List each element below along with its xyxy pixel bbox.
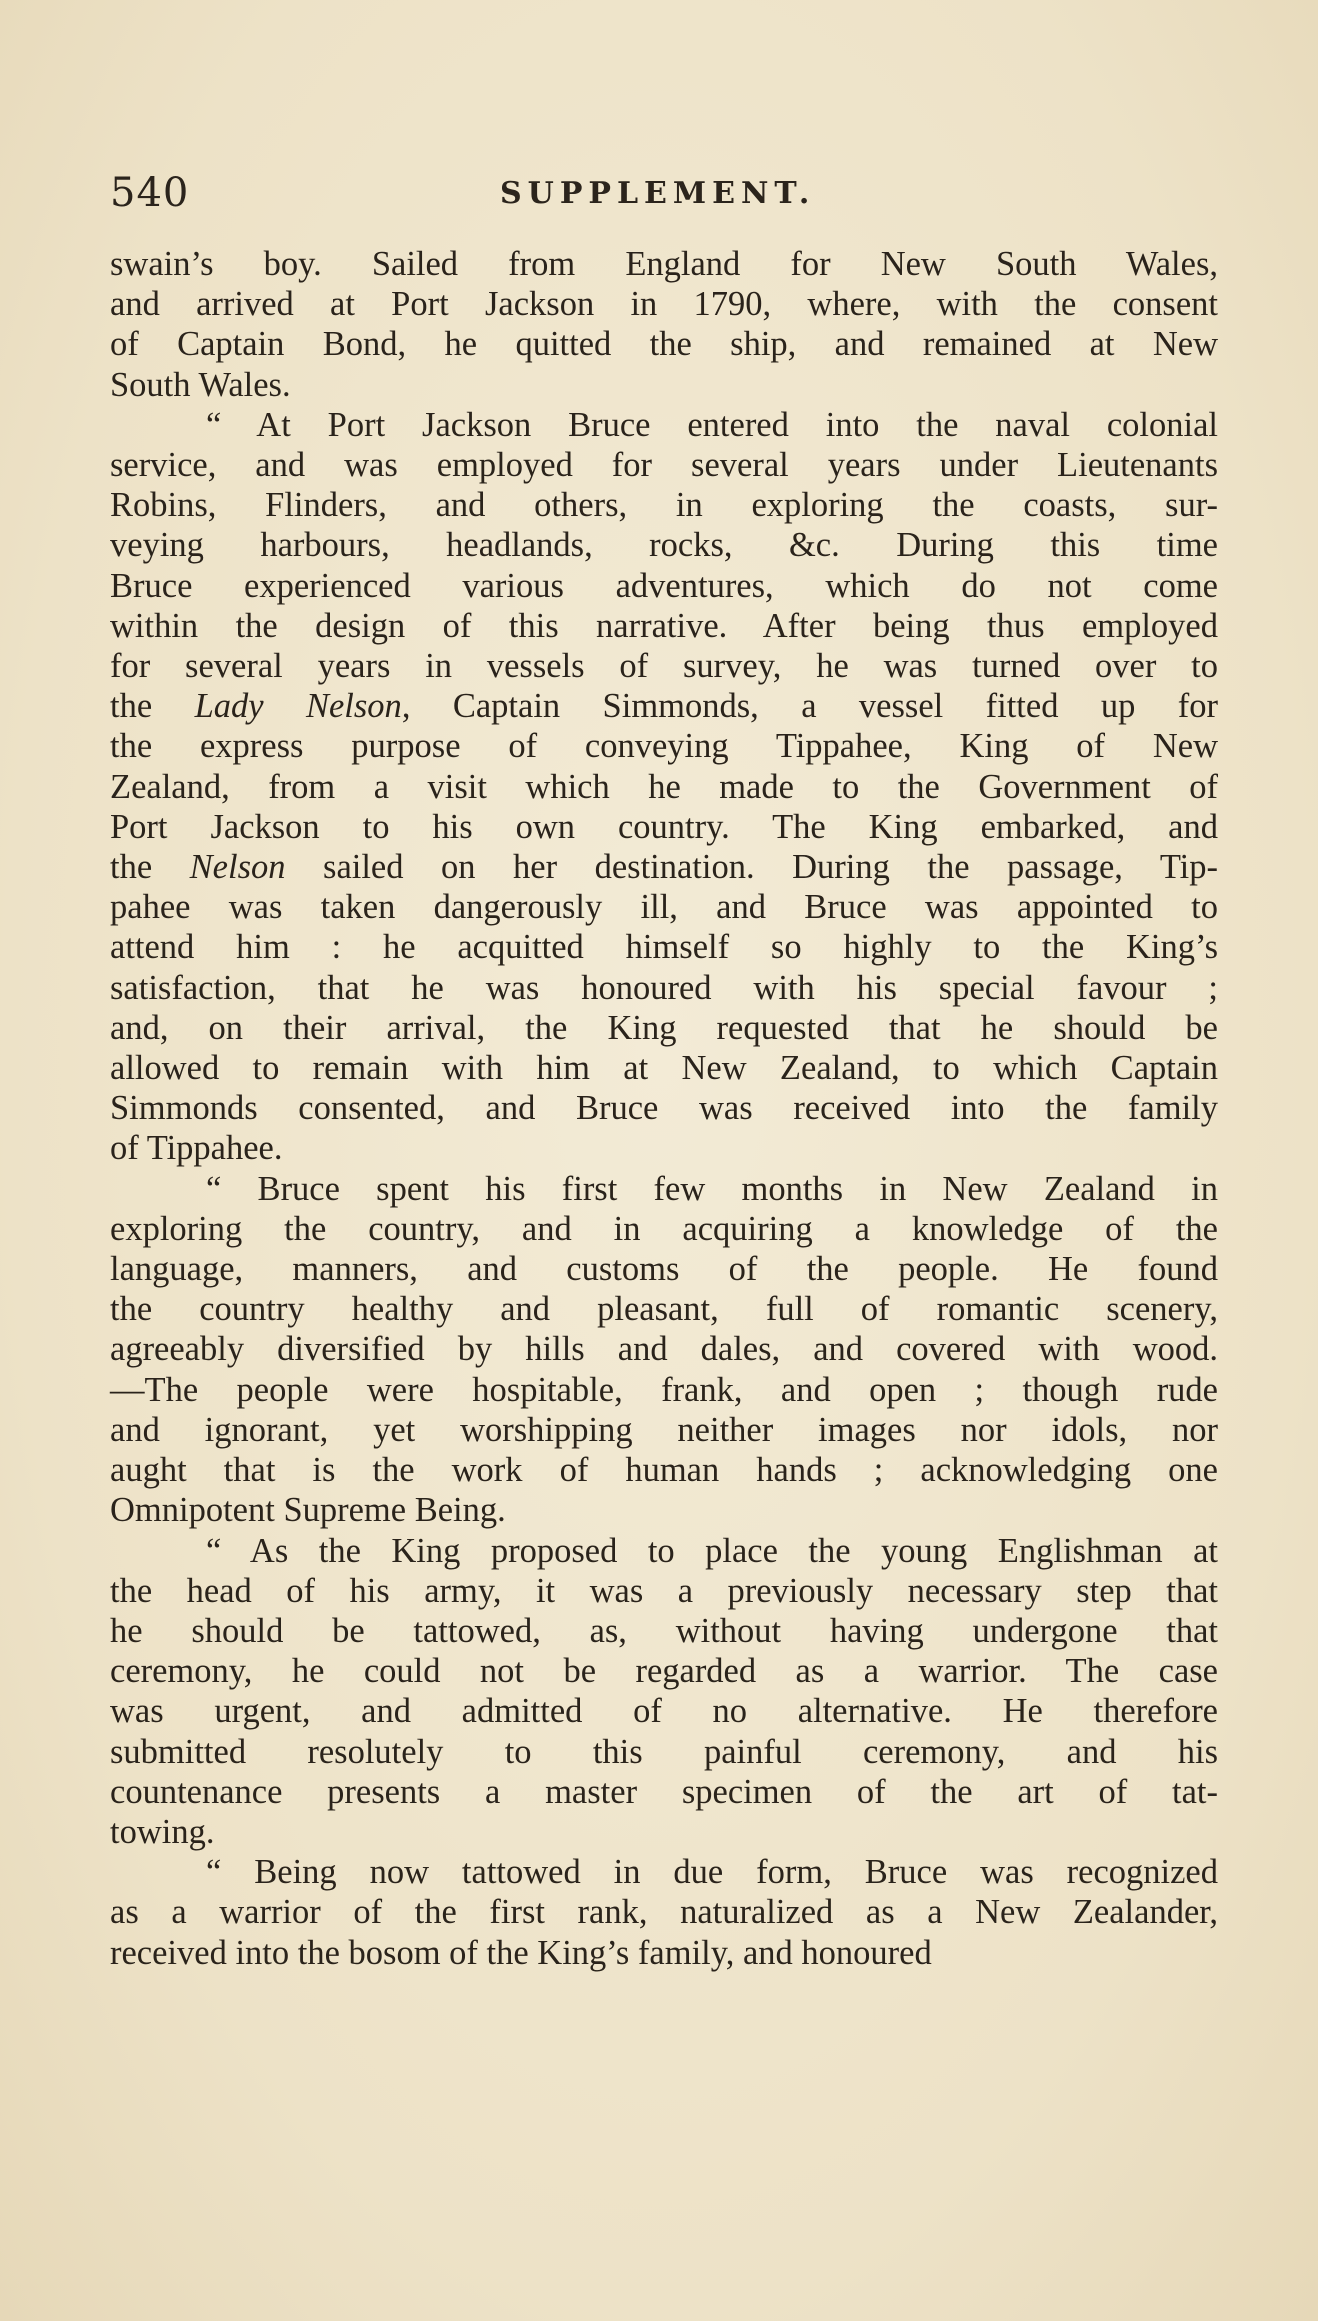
paragraph bbox=[110, 1852, 1218, 1973]
text-line: pahee was taken dangerously ill, and Bruce was appointed to bbox=[110, 888, 1218, 927]
paragraph bbox=[110, 244, 1218, 405]
text-line: as a warrior of the first rank, naturalized as a New Zealander, bbox=[110, 1893, 1218, 1932]
running-title: SUPPLEMENT. bbox=[500, 176, 816, 211]
text-line: “ Being now tattowed in due form, Bruce was recognized bbox=[206, 1853, 1218, 1892]
text-line: the express purpose of conveying Tippahee, King of New bbox=[110, 727, 1218, 766]
text-line: attend him : he acquitted himself so highly to the King’s bbox=[110, 928, 1218, 967]
text-line: veying harbours, headlands, rocks, &c. During this time bbox=[110, 526, 1218, 565]
text-line: the Nelson sailed on her destination. During the passage, Tip- bbox=[110, 848, 1219, 887]
text-line: submitted resolutely to this painful ceremony, and his bbox=[110, 1732, 1218, 1771]
text-line: of Captain Bond, he quitted the ship, and remained at New bbox=[110, 325, 1218, 364]
text-line: towing. bbox=[110, 1812, 215, 1851]
text-line: and arrived at Port Jackson in 1790, where, with the consent bbox=[110, 285, 1218, 324]
text-line: Robins, Flinders, and others, in exploring the coasts, sur- bbox=[110, 486, 1218, 525]
text-line: Bruce experienced various adventures, which do not come bbox=[110, 566, 1218, 605]
text-line: ceremony, he could not be regarded as a warrior. The case bbox=[110, 1652, 1218, 1691]
ship-name: Nelson bbox=[189, 848, 286, 887]
paragraph bbox=[110, 405, 1218, 1169]
text-line: swain’s boy. Sailed from England for New South Wales, bbox=[110, 245, 1218, 283]
text-line: Port Jackson to his own country. The King embarked, and bbox=[110, 807, 1218, 846]
text-line: service, and was employed for several years under Lieutenants bbox=[110, 446, 1218, 485]
text-line: “ At Port Jackson Bruce entered into the naval colonial bbox=[206, 405, 1218, 444]
text-line: and, on their arrival, the King requested that he should be bbox=[110, 1008, 1218, 1047]
text-line: allowed to remain with him at New Zealand, to which Captain bbox=[110, 1049, 1218, 1088]
page-number: 540 bbox=[110, 170, 190, 216]
text-line: was urgent, and admitted of no alternative. He therefore bbox=[110, 1692, 1218, 1731]
page-header bbox=[110, 170, 1220, 220]
text-line: agreeably diversified by hills and dales, and covered with wood. bbox=[110, 1330, 1218, 1369]
text-line: “ Bruce spent his first few months in New Zealand in bbox=[206, 1169, 1218, 1208]
text-line: satisfaction, that he was honoured with his special favour ; bbox=[110, 968, 1218, 1007]
text-line: the head of his army, it was a previously necessary step that bbox=[110, 1571, 1218, 1610]
text-line: the Lady Nelson, Captain Simmonds, a vessel fitted up for bbox=[110, 687, 1218, 726]
text-line: language, manners, and customs of the people. He found bbox=[110, 1250, 1218, 1289]
ship-name: Lady Nelson bbox=[194, 687, 402, 726]
body-text bbox=[110, 244, 1218, 1973]
text-line: he should be tattowed, as, without having undergone that bbox=[110, 1611, 1218, 1650]
text-line: aught that is the work of human hands ; acknowledging one bbox=[110, 1451, 1218, 1490]
paragraph bbox=[110, 1531, 1218, 1853]
text-line: Zealand, from a visit which he made to the Government of bbox=[110, 767, 1218, 806]
text-line: —The people were hospitable, frank, and open ; though rude bbox=[110, 1370, 1218, 1409]
text-line: of Tippahee. bbox=[110, 1129, 283, 1168]
text-line: received into the bosom of the King’s family, and honoured bbox=[110, 1933, 932, 1972]
text-line: exploring the country, and in acquiring a knowledge of the bbox=[110, 1209, 1218, 1248]
text-line: Simmonds consented, and Bruce was received into the family bbox=[110, 1089, 1218, 1128]
text-line: within the design of this narrative. After being thus employed bbox=[110, 606, 1218, 645]
text-line: Omnipotent Supreme Being. bbox=[110, 1491, 506, 1530]
text-line: “ As the King proposed to place the young Englishman at bbox=[206, 1531, 1218, 1570]
paragraph bbox=[110, 1169, 1218, 1531]
text-line: the country healthy and pleasant, full of romantic scenery, bbox=[110, 1290, 1218, 1329]
text-line: and ignorant, yet worshipping neither images nor idols, nor bbox=[110, 1410, 1218, 1449]
text-line: for several years in vessels of survey, he was turned over to bbox=[110, 647, 1218, 686]
text-line: South Wales. bbox=[110, 365, 291, 404]
text-line: countenance presents a master specimen of the art of tat- bbox=[110, 1772, 1218, 1811]
